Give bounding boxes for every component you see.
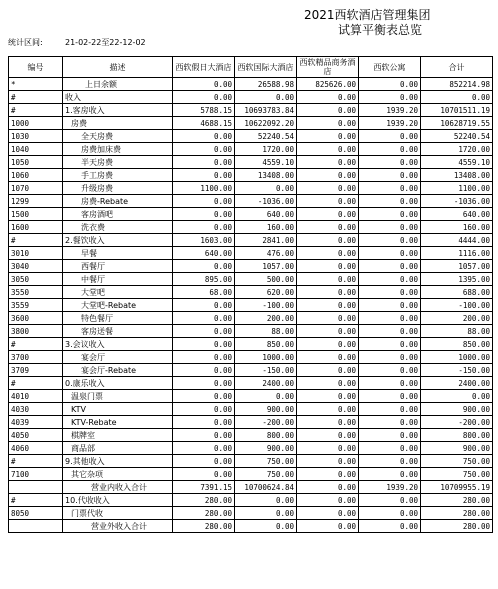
- table-row: [9, 507, 493, 520]
- table-row: [9, 182, 493, 195]
- row-amount: 0.00: [359, 416, 421, 429]
- row-amount: 0.00: [359, 507, 421, 520]
- row-total: 200.00: [421, 312, 493, 325]
- table-row: [9, 286, 493, 299]
- row-amount: 0.00: [297, 156, 359, 169]
- row-description: 9.其他收入: [63, 455, 173, 468]
- row-code: *: [9, 78, 63, 91]
- row-amount: 2841.00: [235, 234, 297, 247]
- report-subtitle: 试算平衡表总览: [338, 23, 423, 37]
- row-total: 52240.54: [421, 130, 493, 143]
- row-amount: 750.00: [235, 468, 297, 481]
- row-code: #: [9, 104, 63, 117]
- table-row: [9, 299, 493, 312]
- date-range: [8, 38, 146, 48]
- row-total: 88.00: [421, 325, 493, 338]
- row-description: 营业外收入合计: [63, 520, 173, 533]
- row-description: 棋牌室: [63, 429, 173, 442]
- row-amount: 0.00: [235, 91, 297, 104]
- row-amount: 200.00: [235, 312, 297, 325]
- table-row: [9, 247, 493, 260]
- row-code: 3709: [9, 364, 63, 377]
- row-amount: 0.00: [297, 143, 359, 156]
- table-row: [9, 520, 493, 533]
- row-amount: 0.00: [173, 442, 235, 455]
- row-description: 房费加床费: [63, 143, 173, 156]
- row-total: 1057.00: [421, 260, 493, 273]
- row-description: 半天房费: [63, 156, 173, 169]
- row-amount: 0.00: [173, 364, 235, 377]
- row-amount: 0.00: [297, 520, 359, 533]
- row-description: 温泉门票: [63, 390, 173, 403]
- row-amount: 0.00: [173, 156, 235, 169]
- row-amount: 0.00: [359, 494, 421, 507]
- row-amount: 0.00: [297, 104, 359, 117]
- column-header-hotel-2: 西软国际大酒店: [235, 57, 297, 78]
- row-amount: 500.00: [235, 273, 297, 286]
- table-row: [9, 234, 493, 247]
- row-amount: 1939.20: [359, 104, 421, 117]
- row-total: 800.00: [421, 429, 493, 442]
- row-amount: 0.00: [173, 299, 235, 312]
- table-row: [9, 364, 493, 377]
- column-header-description: 描述: [63, 57, 173, 78]
- row-amount: 1603.00: [173, 234, 235, 247]
- row-amount: 1939.20: [359, 481, 421, 494]
- row-total: 1116.00: [421, 247, 493, 260]
- row-description: 10.代收收入: [63, 494, 173, 507]
- row-total: -150.00: [421, 364, 493, 377]
- table-row: [9, 325, 493, 338]
- row-amount: 0.00: [297, 182, 359, 195]
- row-amount: 0.00: [359, 364, 421, 377]
- row-amount: 800.00: [235, 429, 297, 442]
- date-range-label: 统计区间:: [8, 38, 43, 47]
- row-total: 4559.10: [421, 156, 493, 169]
- row-description: 特色餐厅: [63, 312, 173, 325]
- row-code: 1000: [9, 117, 63, 130]
- row-code: #: [9, 455, 63, 468]
- row-code: 3050: [9, 273, 63, 286]
- column-header-code: 编号: [9, 57, 63, 78]
- row-amount: 0.00: [359, 208, 421, 221]
- column-header-total: 合计: [421, 57, 493, 78]
- row-amount: 0.00: [173, 468, 235, 481]
- row-amount: 10693783.84: [235, 104, 297, 117]
- row-description: 3.会议收入: [63, 338, 173, 351]
- row-description: 门票代收: [63, 507, 173, 520]
- row-amount: -200.00: [235, 416, 297, 429]
- row-amount: 0.00: [173, 260, 235, 273]
- row-total: 750.00: [421, 455, 493, 468]
- row-amount: 0.00: [235, 494, 297, 507]
- row-total: 1100.00: [421, 182, 493, 195]
- row-code: 4010: [9, 390, 63, 403]
- row-amount: 0.00: [359, 247, 421, 260]
- row-amount: 900.00: [235, 403, 297, 416]
- row-amount: 0.00: [359, 429, 421, 442]
- row-amount: -150.00: [235, 364, 297, 377]
- row-description: 中餐厅: [63, 273, 173, 286]
- row-amount: 850.00: [235, 338, 297, 351]
- row-description: 大堂吧-Rebate: [63, 299, 173, 312]
- table-row: [9, 130, 493, 143]
- row-amount: 0.00: [297, 221, 359, 234]
- row-total: 2400.00: [421, 377, 493, 390]
- row-amount: 13408.00: [235, 169, 297, 182]
- table-row: [9, 338, 493, 351]
- report-title: 2021西软酒店管理集团: [304, 8, 431, 22]
- row-amount: 0.00: [297, 260, 359, 273]
- row-amount: 0.00: [359, 377, 421, 390]
- table-row: [9, 91, 493, 104]
- row-amount: 0.00: [297, 494, 359, 507]
- row-amount: 68.00: [173, 286, 235, 299]
- row-description: 宴会厅: [63, 351, 173, 364]
- table-row: [9, 494, 493, 507]
- table-row: [9, 377, 493, 390]
- row-amount: 0.00: [359, 130, 421, 143]
- row-description: 房费-Rebate: [63, 195, 173, 208]
- row-total: 280.00: [421, 520, 493, 533]
- row-amount: 0.00: [173, 403, 235, 416]
- row-description: KTV: [63, 403, 173, 416]
- row-code: 1060: [9, 169, 63, 182]
- row-total: 1395.00: [421, 273, 493, 286]
- row-amount: 0.00: [297, 364, 359, 377]
- row-code: 4030: [9, 403, 63, 416]
- table-row: [9, 117, 493, 130]
- column-header-apartment: 西软公寓: [359, 57, 421, 78]
- table-row: [9, 351, 493, 364]
- row-amount: 0.00: [297, 208, 359, 221]
- row-description: 营业内收入合计: [63, 481, 173, 494]
- row-code: 4060: [9, 442, 63, 455]
- row-total: 13408.00: [421, 169, 493, 182]
- row-amount: 5788.15: [173, 104, 235, 117]
- row-total: 850.00: [421, 338, 493, 351]
- row-code: 1070: [9, 182, 63, 195]
- row-code: 1500: [9, 208, 63, 221]
- row-description: 客房送餐: [63, 325, 173, 338]
- row-amount: 0.00: [173, 208, 235, 221]
- row-amount: 0.00: [359, 286, 421, 299]
- row-amount: 0.00: [173, 377, 235, 390]
- row-description: 2.餐饮收入: [63, 234, 173, 247]
- row-amount: 0.00: [359, 273, 421, 286]
- table-row: [9, 468, 493, 481]
- row-amount: 0.00: [359, 403, 421, 416]
- row-amount: 0.00: [235, 520, 297, 533]
- row-total: -200.00: [421, 416, 493, 429]
- row-amount: 0.00: [359, 260, 421, 273]
- row-description: 全天房费: [63, 130, 173, 143]
- row-description: 上日余额: [63, 78, 173, 91]
- row-amount: 0.00: [359, 143, 421, 156]
- row-code: 1050: [9, 156, 63, 169]
- row-amount: 620.00: [235, 286, 297, 299]
- table-row: [9, 442, 493, 455]
- table-row: [9, 481, 493, 494]
- row-total: 10628719.55: [421, 117, 493, 130]
- row-code: 3550: [9, 286, 63, 299]
- row-amount: 0.00: [359, 325, 421, 338]
- row-amount: 0.00: [173, 130, 235, 143]
- row-amount: 160.00: [235, 221, 297, 234]
- row-amount: 0.00: [297, 325, 359, 338]
- row-amount: 0.00: [173, 455, 235, 468]
- row-amount: 0.00: [297, 481, 359, 494]
- date-range-value: 21-02-22至22-12-02: [65, 38, 146, 47]
- row-code: 1030: [9, 130, 63, 143]
- table-row: [9, 143, 493, 156]
- row-code: 1040: [9, 143, 63, 156]
- row-description: 大堂吧: [63, 286, 173, 299]
- table-row: [9, 390, 493, 403]
- row-total: 750.00: [421, 468, 493, 481]
- row-total: 900.00: [421, 442, 493, 455]
- row-description: 客房酒吧: [63, 208, 173, 221]
- row-amount: 750.00: [235, 455, 297, 468]
- row-amount: 10622092.20: [235, 117, 297, 130]
- row-description: 其它杂项: [63, 468, 173, 481]
- table-row: [9, 195, 493, 208]
- row-amount: 0.00: [297, 468, 359, 481]
- row-code: 1299: [9, 195, 63, 208]
- row-amount: 280.00: [173, 520, 235, 533]
- row-total: -100.00: [421, 299, 493, 312]
- row-code: #: [9, 494, 63, 507]
- row-amount: 88.00: [235, 325, 297, 338]
- row-amount: 0.00: [297, 429, 359, 442]
- row-amount: 280.00: [173, 507, 235, 520]
- row-total: 0.00: [421, 91, 493, 104]
- row-amount: 0.00: [359, 221, 421, 234]
- row-amount: 0.00: [235, 390, 297, 403]
- table-row: [9, 312, 493, 325]
- row-description: 房费: [63, 117, 173, 130]
- row-amount: 0.00: [359, 78, 421, 91]
- column-header-hotel-1: 西软假日大酒店: [173, 57, 235, 78]
- row-amount: 0.00: [297, 351, 359, 364]
- row-amount: 52240.54: [235, 130, 297, 143]
- row-amount: 0.00: [173, 91, 235, 104]
- row-amount: 0.00: [297, 442, 359, 455]
- table-row: [9, 416, 493, 429]
- row-description: 收入: [63, 91, 173, 104]
- row-amount: 640.00: [235, 208, 297, 221]
- table-row: [9, 221, 493, 234]
- row-amount: 26588.98: [235, 78, 297, 91]
- row-code: 3559: [9, 299, 63, 312]
- row-description: 升级房费: [63, 182, 173, 195]
- trial-balance-table: [8, 56, 493, 533]
- row-code: 8050: [9, 507, 63, 520]
- row-amount: 0.00: [297, 403, 359, 416]
- row-amount: 0.00: [173, 143, 235, 156]
- table-row: [9, 78, 493, 91]
- row-amount: 0.00: [235, 507, 297, 520]
- row-amount: 0.00: [359, 91, 421, 104]
- row-total: -1036.00: [421, 195, 493, 208]
- row-amount: 0.00: [297, 247, 359, 260]
- row-total: 280.00: [421, 494, 493, 507]
- row-amount: 476.00: [235, 247, 297, 260]
- row-amount: 0.00: [297, 117, 359, 130]
- row-amount: 0.00: [359, 520, 421, 533]
- row-amount: 0.00: [359, 234, 421, 247]
- row-amount: 825626.00: [297, 78, 359, 91]
- row-amount: 0.00: [297, 169, 359, 182]
- row-amount: 0.00: [297, 507, 359, 520]
- table-row: [9, 429, 493, 442]
- row-amount: 0.00: [173, 416, 235, 429]
- row-code: 4039: [9, 416, 63, 429]
- table-row: [9, 273, 493, 286]
- row-description: 1.客房收入: [63, 104, 173, 117]
- row-code: #: [9, 91, 63, 104]
- row-amount: 1100.00: [173, 182, 235, 195]
- row-amount: 10700624.84: [235, 481, 297, 494]
- row-amount: 0.00: [359, 169, 421, 182]
- row-amount: 1720.00: [235, 143, 297, 156]
- row-amount: 0.00: [173, 325, 235, 338]
- row-description: 商品部: [63, 442, 173, 455]
- row-amount: 0.00: [359, 299, 421, 312]
- row-amount: 900.00: [235, 442, 297, 455]
- row-amount: 0.00: [359, 468, 421, 481]
- table-row: [9, 104, 493, 117]
- row-total: 160.00: [421, 221, 493, 234]
- row-code: 3800: [9, 325, 63, 338]
- row-amount: 1057.00: [235, 260, 297, 273]
- row-code: 1600: [9, 221, 63, 234]
- row-code: [9, 520, 63, 533]
- table-row: [9, 156, 493, 169]
- row-amount: 0.00: [297, 273, 359, 286]
- table-header-row: [9, 57, 493, 78]
- row-amount: 0.00: [297, 455, 359, 468]
- column-header-hotel-3: 西软精品商务酒店: [297, 57, 359, 78]
- row-amount: 0.00: [359, 338, 421, 351]
- row-description: KTV-Rebate: [63, 416, 173, 429]
- row-description: 0.康乐收入: [63, 377, 173, 390]
- row-amount: 0.00: [359, 195, 421, 208]
- row-amount: 0.00: [297, 91, 359, 104]
- row-amount: 0.00: [173, 338, 235, 351]
- row-total: 852214.98: [421, 78, 493, 91]
- row-total: 688.00: [421, 286, 493, 299]
- row-amount: 0.00: [173, 429, 235, 442]
- row-amount: 0.00: [173, 351, 235, 364]
- row-description: 宴会厅-Rebate: [63, 364, 173, 377]
- row-amount: 0.00: [297, 338, 359, 351]
- row-amount: 7391.15: [173, 481, 235, 494]
- row-amount: 0.00: [297, 416, 359, 429]
- row-total: 10701511.19: [421, 104, 493, 117]
- row-code: #: [9, 377, 63, 390]
- row-description: 西餐厅: [63, 260, 173, 273]
- row-total: 4444.00: [421, 234, 493, 247]
- row-amount: 0.00: [297, 130, 359, 143]
- row-amount: 0.00: [359, 156, 421, 169]
- row-amount: 1939.20: [359, 117, 421, 130]
- row-total: 900.00: [421, 403, 493, 416]
- row-amount: 0.00: [359, 442, 421, 455]
- row-amount: -100.00: [235, 299, 297, 312]
- row-amount: 0.00: [173, 221, 235, 234]
- row-amount: 0.00: [359, 312, 421, 325]
- row-amount: 0.00: [173, 312, 235, 325]
- row-amount: 280.00: [173, 494, 235, 507]
- row-amount: 640.00: [173, 247, 235, 260]
- row-code: 3010: [9, 247, 63, 260]
- row-amount: 0.00: [173, 78, 235, 91]
- row-total: 640.00: [421, 208, 493, 221]
- row-amount: 0.00: [359, 390, 421, 403]
- row-amount: 0.00: [359, 182, 421, 195]
- row-amount: 0.00: [297, 312, 359, 325]
- table-row: [9, 169, 493, 182]
- row-code: [9, 481, 63, 494]
- row-amount: 895.00: [173, 273, 235, 286]
- table-row: [9, 455, 493, 468]
- row-amount: 4559.10: [235, 156, 297, 169]
- row-amount: 0.00: [235, 182, 297, 195]
- row-amount: 0.00: [359, 351, 421, 364]
- row-total: 1000.00: [421, 351, 493, 364]
- row-code: 3700: [9, 351, 63, 364]
- table-row: [9, 208, 493, 221]
- row-amount: 0.00: [173, 195, 235, 208]
- row-amount: 4688.15: [173, 117, 235, 130]
- row-code: 4050: [9, 429, 63, 442]
- row-code: 7100: [9, 468, 63, 481]
- row-code: #: [9, 338, 63, 351]
- row-description: 洗衣费: [63, 221, 173, 234]
- row-amount: 0.00: [297, 286, 359, 299]
- row-description: 手工房费: [63, 169, 173, 182]
- row-amount: 2400.00: [235, 377, 297, 390]
- row-code: #: [9, 234, 63, 247]
- row-amount: -1036.00: [235, 195, 297, 208]
- row-total: 280.00: [421, 507, 493, 520]
- row-code: 3040: [9, 260, 63, 273]
- row-amount: 1000.00: [235, 351, 297, 364]
- row-code: 3600: [9, 312, 63, 325]
- row-amount: 0.00: [297, 377, 359, 390]
- row-amount: 0.00: [359, 455, 421, 468]
- row-amount: 0.00: [297, 195, 359, 208]
- row-amount: 0.00: [173, 169, 235, 182]
- row-amount: 0.00: [297, 390, 359, 403]
- row-total: 1720.00: [421, 143, 493, 156]
- row-amount: 0.00: [297, 299, 359, 312]
- row-total: 10709955.19: [421, 481, 493, 494]
- row-amount: 0.00: [297, 234, 359, 247]
- table-row: [9, 260, 493, 273]
- row-description: 早餐: [63, 247, 173, 260]
- row-amount: 0.00: [173, 390, 235, 403]
- row-total: 0.00: [421, 390, 493, 403]
- table-row: [9, 403, 493, 416]
